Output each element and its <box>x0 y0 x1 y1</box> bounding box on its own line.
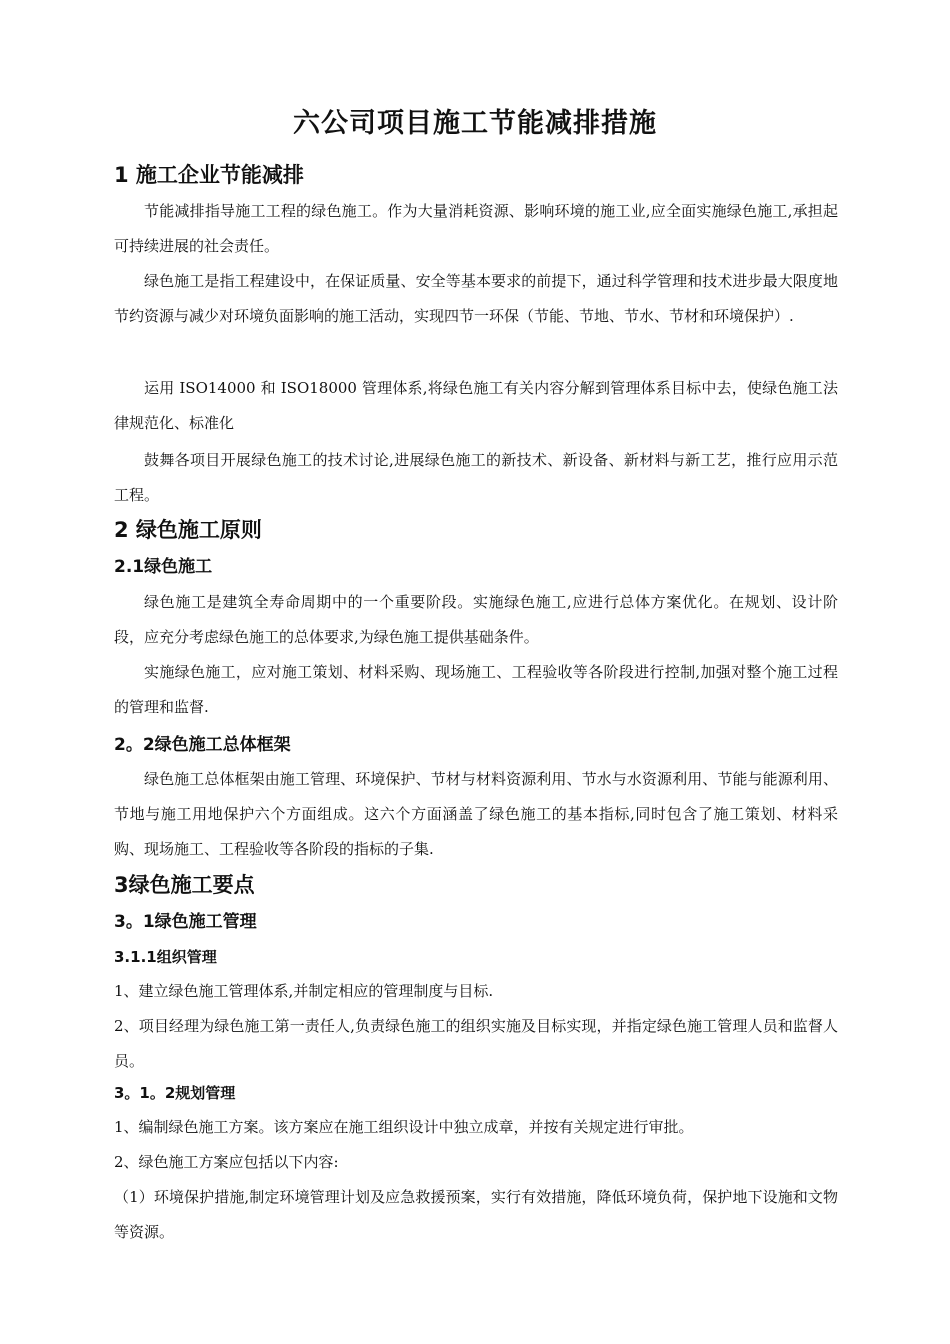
paragraph: 绿色施工是指工程建设中，在保证质量、安全等基本要求的前提下，通过科学管理和技术进步最大限度地节约资源与减少对环境负面影响的施工活动，实现四节一环保（节能、节地、节水、节材和环境保护）. <box>114 272 838 325</box>
paragraph: 节能减排指导施工工程的绿色施工。作为大量消耗资源、影响环境的施工业,应全面实施绿色施工,承担起可持续进展的社会责任。 <box>114 202 838 255</box>
paragraph: 运用 ISO14000 和 ISO18000 管理体系,将绿色施工有关内容分解到管理体系目标中去，使绿色施工法律规范化、标准化 <box>114 379 838 432</box>
paragraph: 绿色施工总体框架由施工管理、环境保护、节材与材料资源利用、节水与水资源利用、节能与能源利用、节地与施工用地保护六个方面组成。这六个方面涵盖了绿色施工的基本指标,同时包含了施工策划、材料采购、现场施工、工程验收等各阶段的指标的子集. <box>114 770 838 858</box>
section-heading: 1 施工企业节能减排 <box>114 163 304 187</box>
subsection-heading: 3。1绿色施工管理 <box>114 912 257 932</box>
list-line: 1、建立绿色施工管理体系,并制定相应的管理制度与目标. <box>114 982 494 1000</box>
paragraph: 鼓舞各项目开展绿色施工的技术讨论,进展绿色施工的新技术、新设备、新材料与新工艺，推行应用示范工程。 <box>114 451 838 504</box>
item-heading: 3。1。2规划管理 <box>114 1084 236 1102</box>
paragraph: 绿色施工是建筑全寿命周期中的一个重要阶段。实施绿色施工,应进行总体方案优化。在规划、设计阶段，应充分考虑绿色施工的总体要求,为绿色施工提供基础条件。 <box>114 593 838 646</box>
paragraph: 实施绿色施工，应对施工策划、材料采购、现场施工、工程验收等各阶段进行控制,加强对整个施工过程的管理和监督. <box>114 663 838 716</box>
section-heading: 3绿色施工要点 <box>114 873 255 897</box>
subsection-heading: 2.1绿色施工 <box>114 557 213 577</box>
list-line: 2、绿色施工方案应包括以下内容: <box>114 1153 339 1171</box>
list-line: 2、项目经理为绿色施工第一责任人,负责绿色施工的组织实施及目标实现，并指定绿色施工管理人员和监督人员。 <box>114 1017 838 1070</box>
document-title: 六公司项目施工节能减排措施 <box>293 108 657 139</box>
item-heading: 3.1.1组织管理 <box>114 948 217 966</box>
list-line: （1）环境保护措施,制定环境管理计划及应急救援预案，实行有效措施，降低环境负荷，保护地下设施和文物等资源。 <box>114 1188 838 1241</box>
subsection-heading: 2。2绿色施工总体框架 <box>114 735 291 755</box>
section-heading: 2 绿色施工原则 <box>114 518 262 542</box>
list-line: 1、编制绿色施工方案。该方案应在施工组织设计中独立成章，并按有关规定进行审批。 <box>114 1118 694 1136</box>
